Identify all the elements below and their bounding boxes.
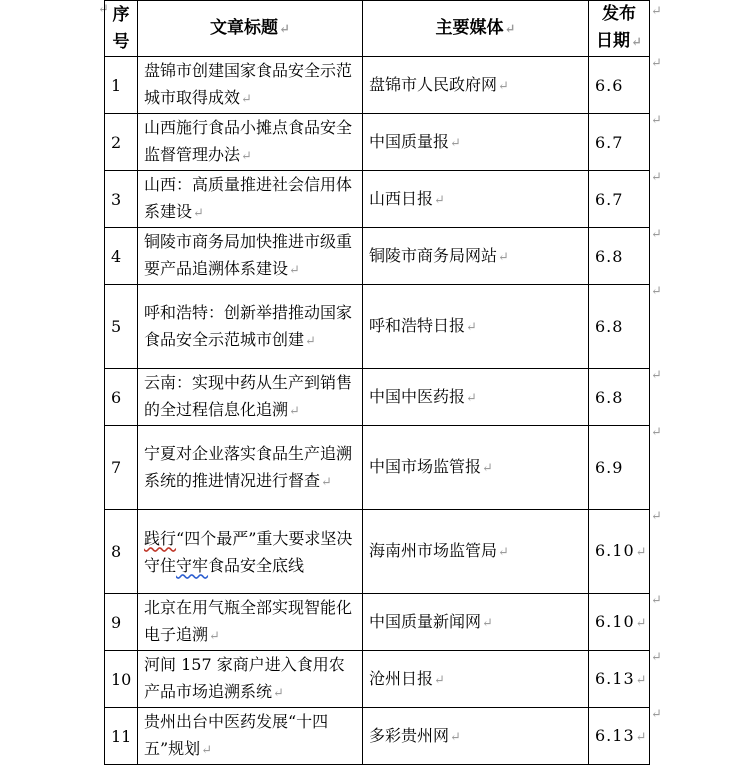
table-row (105, 651, 650, 708)
row-end-mark-icon: ↵ (651, 707, 662, 722)
paragraph-mark-icon: ↵ (631, 35, 642, 50)
row-end-mark-icon: ↵ (651, 650, 662, 665)
paragraph-mark-icon: ↵ (450, 729, 461, 745)
row-end-mark-icon: ↵ (651, 284, 662, 299)
row-end-mark-icon: ↵ (651, 509, 662, 524)
paragraph-mark-icon: ↵ (498, 78, 509, 94)
row-media: 中国质量新闻网↵ (363, 594, 589, 651)
row-media: 呼和浩特日报↵ (363, 285, 589, 369)
row-end-mark-icon: ↵ (651, 593, 662, 608)
row-no: 11 (105, 708, 138, 765)
paragraph-mark-icon: ↵ (482, 461, 493, 476)
row-date: 6.6 (589, 57, 650, 114)
table-header-row (105, 1, 650, 57)
paragraph-mark-icon: ↵ (279, 21, 290, 37)
row-end-mark-icon: ↵ (651, 113, 662, 128)
row-date: 6.7 (589, 114, 650, 171)
paragraph-mark-icon: ↵ (98, 2, 109, 17)
row-no: 3 (105, 171, 138, 228)
paragraph-mark-icon: ↵ (504, 21, 516, 37)
paragraph-mark-icon: ↵ (635, 545, 648, 560)
paragraph-mark-icon: ↵ (273, 686, 284, 701)
paragraph-mark-icon: ↵ (466, 320, 477, 335)
row-title: 呼和浩特：创新举措推动国家食品安全示范城市创建↵ (138, 285, 363, 369)
paragraph-mark-icon: ↵ (241, 92, 252, 107)
row-no: 8 (105, 510, 138, 594)
row-no: 2 (105, 114, 138, 171)
row-title: 云南：实现中药从生产到销售的全过程信息化追溯↵ (138, 369, 363, 426)
paragraph-mark-icon: ↵ (193, 206, 204, 221)
row-no: 4 (105, 228, 138, 285)
paragraph-mark-icon: ↵ (498, 545, 509, 560)
row-date: 6.8 (589, 228, 650, 285)
row-title: 山西施行食品小摊点食品安全监督管理办法↵ (138, 114, 363, 171)
table-row (105, 510, 650, 594)
table-row (105, 114, 650, 171)
row-media: 山西日报↵ (363, 171, 589, 228)
row-media: 盘锦市人民政府网↵ (363, 57, 589, 114)
row-media: 中国市场监管报↵ (363, 426, 589, 510)
row-end-mark-icon: ↵ (651, 227, 662, 242)
row-no: 5 (105, 285, 138, 369)
row-no: 6 (105, 369, 138, 426)
header-date: 发布日期↵ (589, 1, 650, 57)
paragraph-mark-icon: ↵ (635, 672, 648, 688)
paragraph-mark-icon: ↵ (289, 404, 300, 419)
row-title: 贵州出台中医药发展“十四五”规划↵ (138, 708, 363, 765)
paragraph-mark-icon: ↵ (241, 149, 252, 164)
row-title: 践行“四个最严”重大要求坚决守住守牢食品安全底线 (138, 510, 363, 594)
row-no: 1 (105, 57, 138, 114)
row-media: 多彩贵州网↵ (363, 708, 589, 765)
paragraph-mark-icon: ↵ (305, 333, 316, 349)
row-no: 7 (105, 426, 138, 510)
news-table (104, 0, 650, 765)
row-title: 盘锦市创建国家食品安全示范城市取得成效↵ (138, 57, 363, 114)
table-row (105, 57, 650, 114)
row-end-mark-icon: ↵ (651, 368, 662, 383)
table-row (105, 708, 650, 765)
paragraph-mark-icon: ↵ (498, 249, 509, 265)
row-date: 6.7 (589, 171, 650, 228)
paragraph-mark-icon: ↵ (635, 615, 648, 631)
row-date: 6.8 (589, 285, 650, 369)
row-media: 沧州日报↵ (363, 651, 589, 708)
table-row (105, 228, 650, 285)
header-media: 主要媒体↵ (363, 1, 589, 57)
paragraph-mark-icon: ↵ (466, 390, 477, 406)
row-end-mark-icon: ↵ (651, 56, 662, 71)
row-title: 铜陵市商务局加快推进市级重要产品追溯体系建设↵ (138, 228, 363, 285)
row-media: 中国质量报↵ (363, 114, 589, 171)
header-title: 文章标题↵ (138, 1, 363, 57)
row-title: 河间 157 家商户进入食用农产品市场追溯系统↵ (138, 651, 363, 708)
table-row (105, 594, 650, 651)
table-row (105, 369, 650, 426)
paragraph-mark-icon: ↵ (635, 729, 648, 745)
paragraph-mark-icon: ↵ (289, 263, 300, 278)
grammar-underlined-text: 守牢 (176, 555, 209, 575)
table-row (105, 426, 650, 510)
row-date: 6.13↵ (589, 651, 650, 708)
row-end-mark-icon: ↵ (651, 170, 662, 185)
row-date: 6.8 (589, 369, 650, 426)
row-title: 北京在用气瓶全部实现智能化电子追溯↵ (138, 594, 363, 651)
table-row (105, 171, 650, 228)
paragraph-mark-icon: ↵ (434, 192, 445, 208)
paragraph-mark-icon: ↵ (321, 474, 332, 490)
row-title: 山西：高质量推进社会信用体系建设↵ (138, 171, 363, 228)
row-media: 中国中医药报↵ (363, 369, 589, 426)
paragraph-mark-icon: ↵ (201, 743, 213, 758)
row-media: 铜陵市商务局网站↵ (363, 228, 589, 285)
row-no: 9 (105, 594, 138, 651)
row-title: 宁夏对企业落实食品生产追溯系统的推进情况进行督查↵ (138, 426, 363, 510)
paragraph-mark-icon: ↵ (450, 135, 461, 151)
spellcheck-underlined-text: 践行 (144, 528, 177, 548)
paragraph-mark-icon: ↵ (209, 629, 220, 644)
row-media: 海南州市场监管局↵ (363, 510, 589, 594)
paragraph-mark-icon: ↵ (434, 672, 445, 688)
row-end-mark-icon: ↵ (651, 425, 662, 440)
row-date: 6.10↵ (589, 510, 650, 594)
row-date: 6.13↵ (589, 708, 650, 765)
paragraph-mark-icon: ↵ (482, 615, 493, 631)
row-end-mark-icon: ↵ (651, 4, 662, 19)
row-date: 6.10↵ (589, 594, 650, 651)
table-row (105, 285, 650, 369)
row-no: 10 (105, 651, 138, 708)
row-date: 6.9 (589, 426, 650, 510)
header-no: 序号 (105, 1, 138, 57)
